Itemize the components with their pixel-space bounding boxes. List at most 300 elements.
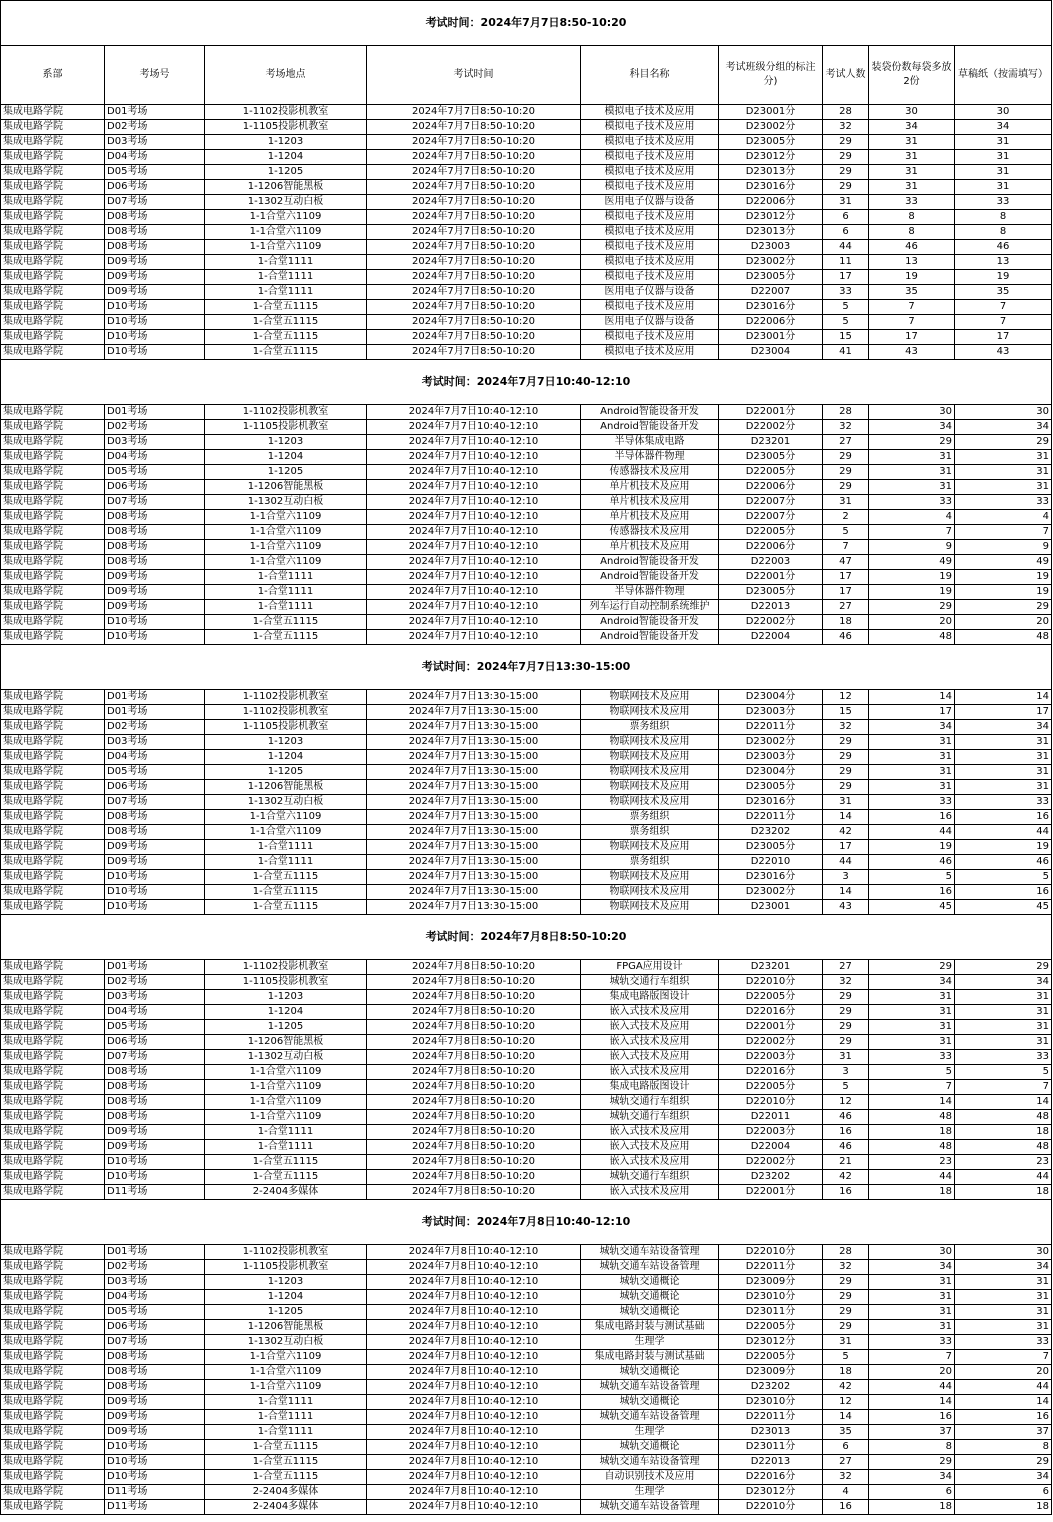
cell-class-group: D23002分 — [719, 885, 823, 900]
cell-department: 集成电路学院 — [1, 705, 105, 720]
cell-subject-name: 模拟电子技术及应用 — [581, 135, 719, 150]
cell-exam-location: 1-1105投影机教室 — [205, 975, 367, 990]
cell-draft-paper: 7 — [955, 525, 1052, 540]
cell-student-count: 44 — [823, 855, 869, 870]
cell-student-count: 29 — [823, 450, 869, 465]
cell-department: 集成电路学院 — [1, 330, 105, 345]
cell-class-group: D22007分 — [719, 510, 823, 525]
cell-exam-room: D09考场 — [105, 570, 205, 585]
table-row — [1, 720, 1052, 735]
cell-bag-copies: 48 — [869, 1110, 955, 1125]
cell-subject-name: 模拟电子技术及应用 — [581, 165, 719, 180]
cell-subject-name: 嵌入式技术及应用 — [581, 1185, 719, 1200]
cell-draft-paper: 34 — [955, 1470, 1052, 1485]
cell-exam-location: 1-1206智能黑板 — [205, 480, 367, 495]
cell-class-group: D23002分 — [719, 255, 823, 270]
cell-student-count: 29 — [823, 135, 869, 150]
cell-subject-name: 嵌入式技术及应用 — [581, 1140, 719, 1155]
cell-exam-time: 2024年7月7日8:50-10:20 — [367, 285, 581, 300]
cell-bag-copies: 5 — [869, 1065, 955, 1080]
cell-student-count: 5 — [823, 1080, 869, 1095]
table-row — [1, 705, 1052, 720]
cell-exam-time: 2024年7月8日8:50-10:20 — [367, 1080, 581, 1095]
cell-exam-location: 1-1302互动白板 — [205, 1335, 367, 1350]
cell-class-group: D22011分 — [719, 810, 823, 825]
cell-class-group: D23005分 — [719, 270, 823, 285]
cell-exam-room: D10考场 — [105, 1440, 205, 1455]
cell-exam-location: 1-1105投影机教室 — [205, 1260, 367, 1275]
header-subject-name: 科目名称 — [581, 46, 719, 105]
table-row — [1, 1320, 1052, 1335]
table-row — [1, 1050, 1052, 1065]
cell-department: 集成电路学院 — [1, 1275, 105, 1290]
cell-department: 集成电路学院 — [1, 1365, 105, 1380]
cell-draft-paper: 33 — [955, 195, 1052, 210]
cell-exam-time: 2024年7月8日10:40-12:10 — [367, 1455, 581, 1470]
cell-subject-name: 物联网技术及应用 — [581, 690, 719, 705]
cell-subject-name: 模拟电子技术及应用 — [581, 150, 719, 165]
cell-exam-room: D09考场 — [105, 1140, 205, 1155]
cell-department: 集成电路学院 — [1, 735, 105, 750]
cell-exam-room: D07考场 — [105, 1050, 205, 1065]
cell-bag-copies: 31 — [869, 465, 955, 480]
cell-exam-location: 2-2404多媒体 — [205, 1185, 367, 1200]
cell-exam-location: 1-1合堂六1109 — [205, 810, 367, 825]
cell-class-group: D23002分 — [719, 120, 823, 135]
cell-draft-paper: 34 — [955, 975, 1052, 990]
cell-bag-copies: 34 — [869, 975, 955, 990]
cell-department: 集成电路学院 — [1, 600, 105, 615]
cell-subject-name: 城轨交通概论 — [581, 1290, 719, 1305]
cell-draft-paper: 44 — [955, 825, 1052, 840]
cell-student-count: 42 — [823, 825, 869, 840]
cell-student-count: 29 — [823, 750, 869, 765]
cell-exam-room: D08考场 — [105, 510, 205, 525]
cell-draft-paper: 29 — [955, 960, 1052, 975]
cell-exam-time: 2024年7月8日8:50-10:20 — [367, 1035, 581, 1050]
table-row — [1, 1455, 1052, 1470]
cell-department: 集成电路学院 — [1, 135, 105, 150]
cell-bag-copies: 31 — [869, 735, 955, 750]
cell-department: 集成电路学院 — [1, 1305, 105, 1320]
cell-subject-name: 嵌入式技术及应用 — [581, 1125, 719, 1140]
table-row — [1, 1395, 1052, 1410]
cell-exam-time: 2024年7月7日8:50-10:20 — [367, 300, 581, 315]
cell-bag-copies: 29 — [869, 600, 955, 615]
cell-exam-time: 2024年7月7日8:50-10:20 — [367, 240, 581, 255]
cell-class-group: D23012分 — [719, 1335, 823, 1350]
cell-subject-name: 半导体器件物理 — [581, 450, 719, 465]
cell-exam-time: 2024年7月7日8:50-10:20 — [367, 345, 581, 360]
cell-draft-paper: 5 — [955, 1065, 1052, 1080]
cell-department: 集成电路学院 — [1, 840, 105, 855]
cell-subject-name: 物联网技术及应用 — [581, 885, 719, 900]
cell-exam-location: 1-1合堂六1109 — [205, 540, 367, 555]
cell-draft-paper: 31 — [955, 1305, 1052, 1320]
cell-exam-room: D01考场 — [105, 960, 205, 975]
cell-class-group: D22002分 — [719, 1155, 823, 1170]
table-row — [1, 510, 1052, 525]
cell-exam-location: 1-合堂五1115 — [205, 1440, 367, 1455]
cell-subject-name: 物联网技术及应用 — [581, 900, 719, 915]
cell-class-group: D23013 — [719, 1425, 823, 1440]
cell-student-count: 29 — [823, 1005, 869, 1020]
cell-draft-paper: 7 — [955, 315, 1052, 330]
cell-subject-name: Android智能设备开发 — [581, 555, 719, 570]
cell-exam-room: D08考场 — [105, 555, 205, 570]
cell-bag-copies: 31 — [869, 150, 955, 165]
cell-department: 集成电路学院 — [1, 885, 105, 900]
cell-exam-room: D10考场 — [105, 300, 205, 315]
table-row — [1, 285, 1052, 300]
cell-subject-name: 城轨交通车站设备管理 — [581, 1260, 719, 1275]
cell-department: 集成电路学院 — [1, 150, 105, 165]
cell-draft-paper: 18 — [955, 1125, 1052, 1140]
cell-student-count: 29 — [823, 1275, 869, 1290]
cell-exam-room: D10考场 — [105, 1155, 205, 1170]
cell-draft-paper: 14 — [955, 1095, 1052, 1110]
cell-class-group: D23005分 — [719, 585, 823, 600]
header-exam-time: 考试时间 — [367, 46, 581, 105]
cell-student-count: 5 — [823, 300, 869, 315]
cell-student-count: 42 — [823, 1170, 869, 1185]
table-row — [1, 690, 1052, 705]
cell-department: 集成电路学院 — [1, 480, 105, 495]
cell-exam-room: D09考场 — [105, 1425, 205, 1440]
cell-student-count: 29 — [823, 735, 869, 750]
cell-department: 集成电路学院 — [1, 495, 105, 510]
cell-department: 集成电路学院 — [1, 1185, 105, 1200]
table-row — [1, 615, 1052, 630]
cell-exam-time: 2024年7月8日8:50-10:20 — [367, 960, 581, 975]
cell-draft-paper: 6 — [955, 1485, 1052, 1500]
cell-subject-name: 城轨交通车站设备管理 — [581, 1380, 719, 1395]
cell-department: 集成电路学院 — [1, 960, 105, 975]
cell-department: 集成电路学院 — [1, 300, 105, 315]
cell-student-count: 33 — [823, 285, 869, 300]
cell-exam-room: D07考场 — [105, 195, 205, 210]
cell-bag-copies: 6 — [869, 1485, 955, 1500]
cell-student-count: 6 — [823, 210, 869, 225]
cell-subject-name: 票务组织 — [581, 855, 719, 870]
cell-exam-room: D09考场 — [105, 270, 205, 285]
cell-subject-name: 半导体器件物理 — [581, 585, 719, 600]
cell-exam-room: D01考场 — [105, 690, 205, 705]
cell-exam-location: 1-合堂五1115 — [205, 1470, 367, 1485]
cell-class-group: D22006分 — [719, 540, 823, 555]
table-row — [1, 345, 1052, 360]
cell-student-count: 29 — [823, 765, 869, 780]
cell-subject-name: 模拟电子技术及应用 — [581, 270, 719, 285]
cell-subject-name: 生理学 — [581, 1425, 719, 1440]
table-row — [1, 210, 1052, 225]
cell-student-count: 3 — [823, 1065, 869, 1080]
cell-exam-room: D03考场 — [105, 435, 205, 450]
cell-exam-location: 1-1203 — [205, 435, 367, 450]
cell-subject-name: 传感器技术及应用 — [581, 525, 719, 540]
cell-exam-time: 2024年7月8日8:50-10:20 — [367, 1155, 581, 1170]
table-row — [1, 420, 1052, 435]
cell-draft-paper: 31 — [955, 465, 1052, 480]
cell-class-group: D22005分 — [719, 1350, 823, 1365]
cell-department: 集成电路学院 — [1, 1110, 105, 1125]
cell-subject-name: 模拟电子技术及应用 — [581, 120, 719, 135]
cell-draft-paper: 7 — [955, 300, 1052, 315]
cell-draft-paper: 48 — [955, 1140, 1052, 1155]
cell-exam-time: 2024年7月7日13:30-15:00 — [367, 885, 581, 900]
cell-subject-name: Android智能设备开发 — [581, 420, 719, 435]
table-row — [1, 870, 1052, 885]
cell-exam-room: D05考场 — [105, 165, 205, 180]
cell-exam-location: 1-1206智能黑板 — [205, 180, 367, 195]
cell-exam-time: 2024年7月7日13:30-15:00 — [367, 705, 581, 720]
cell-class-group: D22005分 — [719, 1320, 823, 1335]
cell-bag-copies: 31 — [869, 1320, 955, 1335]
cell-draft-paper: 19 — [955, 270, 1052, 285]
cell-class-group: D22001分 — [719, 405, 823, 420]
cell-exam-time: 2024年7月7日8:50-10:20 — [367, 255, 581, 270]
cell-draft-paper: 18 — [955, 1500, 1052, 1515]
table-row — [1, 180, 1052, 195]
cell-exam-location: 1-1302互动白板 — [205, 1050, 367, 1065]
cell-exam-room: D10考场 — [105, 345, 205, 360]
table-row — [1, 315, 1052, 330]
cell-draft-paper: 31 — [955, 780, 1052, 795]
cell-exam-room: D07考场 — [105, 1335, 205, 1350]
cell-exam-location: 1-1合堂六1109 — [205, 240, 367, 255]
cell-exam-location: 1-1105投影机教室 — [205, 120, 367, 135]
cell-student-count: 44 — [823, 240, 869, 255]
cell-exam-room: D04考场 — [105, 450, 205, 465]
cell-student-count: 29 — [823, 465, 869, 480]
table-row — [1, 855, 1052, 870]
cell-department: 集成电路学院 — [1, 1260, 105, 1275]
cell-department: 集成电路学院 — [1, 1095, 105, 1110]
cell-exam-room: D07考场 — [105, 495, 205, 510]
cell-student-count: 32 — [823, 1260, 869, 1275]
table-row — [1, 735, 1052, 750]
cell-class-group: D22010 — [719, 855, 823, 870]
cell-student-count: 28 — [823, 105, 869, 120]
cell-bag-copies: 48 — [869, 1140, 955, 1155]
cell-class-group: D22011 — [719, 1110, 823, 1125]
cell-exam-room: D08考场 — [105, 1095, 205, 1110]
cell-exam-location: 2-2404多媒体 — [205, 1485, 367, 1500]
cell-exam-room: D01考场 — [105, 705, 205, 720]
cell-department: 集成电路学院 — [1, 1245, 105, 1260]
cell-class-group: D23202 — [719, 825, 823, 840]
cell-draft-paper: 7 — [955, 1080, 1052, 1095]
cell-department: 集成电路学院 — [1, 345, 105, 360]
cell-exam-location: 1-1206智能黑板 — [205, 1035, 367, 1050]
cell-exam-location: 1-1105投影机教室 — [205, 720, 367, 735]
cell-student-count: 31 — [823, 495, 869, 510]
cell-exam-time: 2024年7月7日10:40-12:10 — [367, 630, 581, 645]
cell-exam-location: 1-合堂1111 — [205, 570, 367, 585]
cell-class-group: D23004 — [719, 345, 823, 360]
cell-draft-paper: 35 — [955, 285, 1052, 300]
cell-class-group: D23003分 — [719, 750, 823, 765]
cell-draft-paper: 16 — [955, 885, 1052, 900]
table-row — [1, 1365, 1052, 1380]
cell-draft-paper: 33 — [955, 795, 1052, 810]
cell-exam-room: D04考场 — [105, 750, 205, 765]
cell-department: 集成电路学院 — [1, 420, 105, 435]
cell-exam-location: 1-1合堂六1109 — [205, 1350, 367, 1365]
cell-department: 集成电路学院 — [1, 585, 105, 600]
table-row — [1, 630, 1052, 645]
table-row — [1, 825, 1052, 840]
cell-bag-copies: 19 — [869, 840, 955, 855]
cell-exam-location: 1-1合堂六1109 — [205, 210, 367, 225]
cell-exam-time: 2024年7月8日8:50-10:20 — [367, 1110, 581, 1125]
cell-exam-room: D08考场 — [105, 240, 205, 255]
cell-exam-location: 1-1合堂六1109 — [205, 1095, 367, 1110]
cell-student-count: 27 — [823, 1455, 869, 1470]
cell-student-count: 2 — [823, 510, 869, 525]
cell-draft-paper: 44 — [955, 1380, 1052, 1395]
cell-subject-name: 医用电子仪器与设备 — [581, 195, 719, 210]
cell-student-count: 14 — [823, 885, 869, 900]
cell-exam-location: 1-合堂1111 — [205, 1410, 367, 1425]
cell-exam-location: 1-合堂五1115 — [205, 1455, 367, 1470]
cell-exam-room: D10考场 — [105, 315, 205, 330]
table-row — [1, 885, 1052, 900]
table-row — [1, 255, 1052, 270]
table-row — [1, 750, 1052, 765]
cell-bag-copies: 44 — [869, 1380, 955, 1395]
cell-exam-time: 2024年7月7日10:40-12:10 — [367, 540, 581, 555]
cell-exam-room: D08考场 — [105, 1065, 205, 1080]
table-row — [1, 1260, 1052, 1275]
cell-exam-time: 2024年7月8日8:50-10:20 — [367, 975, 581, 990]
cell-exam-room: D06考场 — [105, 180, 205, 195]
cell-subject-name: 医用电子仪器与设备 — [581, 285, 719, 300]
cell-subject-name: 集成电路封装与测试基础 — [581, 1320, 719, 1335]
cell-department: 集成电路学院 — [1, 765, 105, 780]
cell-department: 集成电路学院 — [1, 1170, 105, 1185]
table-row — [1, 840, 1052, 855]
cell-subject-name: 城轨交通行车组织 — [581, 975, 719, 990]
cell-bag-copies: 31 — [869, 1005, 955, 1020]
cell-subject-name: 城轨交通行车组织 — [581, 1110, 719, 1125]
cell-draft-paper: 17 — [955, 705, 1052, 720]
cell-department: 集成电路学院 — [1, 975, 105, 990]
cell-exam-location: 1-1204 — [205, 1290, 367, 1305]
cell-exam-time: 2024年7月7日8:50-10:20 — [367, 180, 581, 195]
cell-student-count: 29 — [823, 1305, 869, 1320]
cell-subject-name: 单片机技术及应用 — [581, 480, 719, 495]
cell-exam-time: 2024年7月7日10:40-12:10 — [367, 585, 581, 600]
cell-department: 集成电路学院 — [1, 1380, 105, 1395]
cell-student-count: 47 — [823, 555, 869, 570]
cell-student-count: 14 — [823, 1410, 869, 1425]
cell-exam-location: 1-1203 — [205, 1275, 367, 1290]
cell-subject-name: Android智能设备开发 — [581, 630, 719, 645]
cell-department: 集成电路学院 — [1, 1290, 105, 1305]
cell-student-count: 17 — [823, 840, 869, 855]
cell-exam-location: 1-合堂1111 — [205, 255, 367, 270]
cell-subject-name: 嵌入式技术及应用 — [581, 1065, 719, 1080]
cell-exam-time: 2024年7月7日8:50-10:20 — [367, 150, 581, 165]
cell-class-group: D22002分 — [719, 420, 823, 435]
table-row — [1, 990, 1052, 1005]
cell-department: 集成电路学院 — [1, 1395, 105, 1410]
cell-draft-paper: 31 — [955, 480, 1052, 495]
cell-exam-time: 2024年7月7日10:40-12:10 — [367, 465, 581, 480]
cell-exam-time: 2024年7月7日8:50-10:20 — [367, 315, 581, 330]
cell-subject-name: 模拟电子技术及应用 — [581, 345, 719, 360]
cell-department: 集成电路学院 — [1, 1125, 105, 1140]
cell-subject-name: 集成电路版图设计 — [581, 1080, 719, 1095]
cell-department: 集成电路学院 — [1, 615, 105, 630]
cell-subject-name: 票务组织 — [581, 810, 719, 825]
cell-bag-copies: 31 — [869, 1275, 955, 1290]
cell-subject-name: 医用电子仪器与设备 — [581, 315, 719, 330]
cell-exam-time: 2024年7月7日10:40-12:10 — [367, 480, 581, 495]
cell-exam-location: 1-合堂五1115 — [205, 870, 367, 885]
cell-exam-room: D09考场 — [105, 1395, 205, 1410]
cell-exam-location: 2-2404多媒体 — [205, 1500, 367, 1515]
cell-bag-copies: 31 — [869, 780, 955, 795]
cell-exam-room: D10考场 — [105, 1470, 205, 1485]
header-class-group: 考试班级分组的标注分) — [719, 46, 823, 105]
cell-exam-time: 2024年7月8日8:50-10:20 — [367, 1050, 581, 1065]
cell-exam-time: 2024年7月7日10:40-12:10 — [367, 435, 581, 450]
header-exam-room: 考场号 — [105, 46, 205, 105]
cell-exam-time: 2024年7月7日8:50-10:20 — [367, 210, 581, 225]
cell-department: 集成电路学院 — [1, 1425, 105, 1440]
cell-exam-time: 2024年7月8日10:40-12:10 — [367, 1275, 581, 1290]
cell-exam-location: 1-1302互动白板 — [205, 495, 367, 510]
cell-subject-name: 物联网技术及应用 — [581, 780, 719, 795]
cell-bag-copies: 31 — [869, 750, 955, 765]
cell-department: 集成电路学院 — [1, 570, 105, 585]
cell-exam-room: D10考场 — [105, 885, 205, 900]
cell-student-count: 28 — [823, 1245, 869, 1260]
cell-exam-time: 2024年7月8日10:40-12:10 — [367, 1440, 581, 1455]
cell-exam-time: 2024年7月7日8:50-10:20 — [367, 330, 581, 345]
cell-student-count: 32 — [823, 1470, 869, 1485]
cell-exam-time: 2024年7月7日13:30-15:00 — [367, 795, 581, 810]
cell-draft-paper: 33 — [955, 1050, 1052, 1065]
cell-class-group: D22011分 — [719, 1260, 823, 1275]
cell-bag-copies: 18 — [869, 1185, 955, 1200]
cell-class-group: D23016分 — [719, 180, 823, 195]
cell-subject-name: Android智能设备开发 — [581, 405, 719, 420]
cell-draft-paper: 13 — [955, 255, 1052, 270]
section-title: 考试时间：2024年7月8日10:40-12:10 — [1, 1200, 1052, 1245]
cell-student-count: 29 — [823, 990, 869, 1005]
cell-exam-room: D06考场 — [105, 1320, 205, 1335]
cell-subject-name: 模拟电子技术及应用 — [581, 330, 719, 345]
cell-exam-location: 1-1合堂六1109 — [205, 510, 367, 525]
cell-exam-time: 2024年7月7日13:30-15:00 — [367, 840, 581, 855]
cell-student-count: 5 — [823, 1350, 869, 1365]
table-row — [1, 1035, 1052, 1050]
cell-exam-location: 1-1204 — [205, 1005, 367, 1020]
cell-class-group: D22006分 — [719, 195, 823, 210]
cell-exam-room: D09考场 — [105, 585, 205, 600]
cell-class-group: D23012分 — [719, 150, 823, 165]
cell-subject-name: 票务组织 — [581, 720, 719, 735]
cell-department: 集成电路学院 — [1, 1500, 105, 1515]
table-row — [1, 105, 1052, 120]
cell-exam-location: 1-合堂五1115 — [205, 1170, 367, 1185]
cell-exam-location: 1-1102投影机教室 — [205, 705, 367, 720]
cell-exam-location: 1-合堂1111 — [205, 855, 367, 870]
cell-subject-name: 模拟电子技术及应用 — [581, 255, 719, 270]
